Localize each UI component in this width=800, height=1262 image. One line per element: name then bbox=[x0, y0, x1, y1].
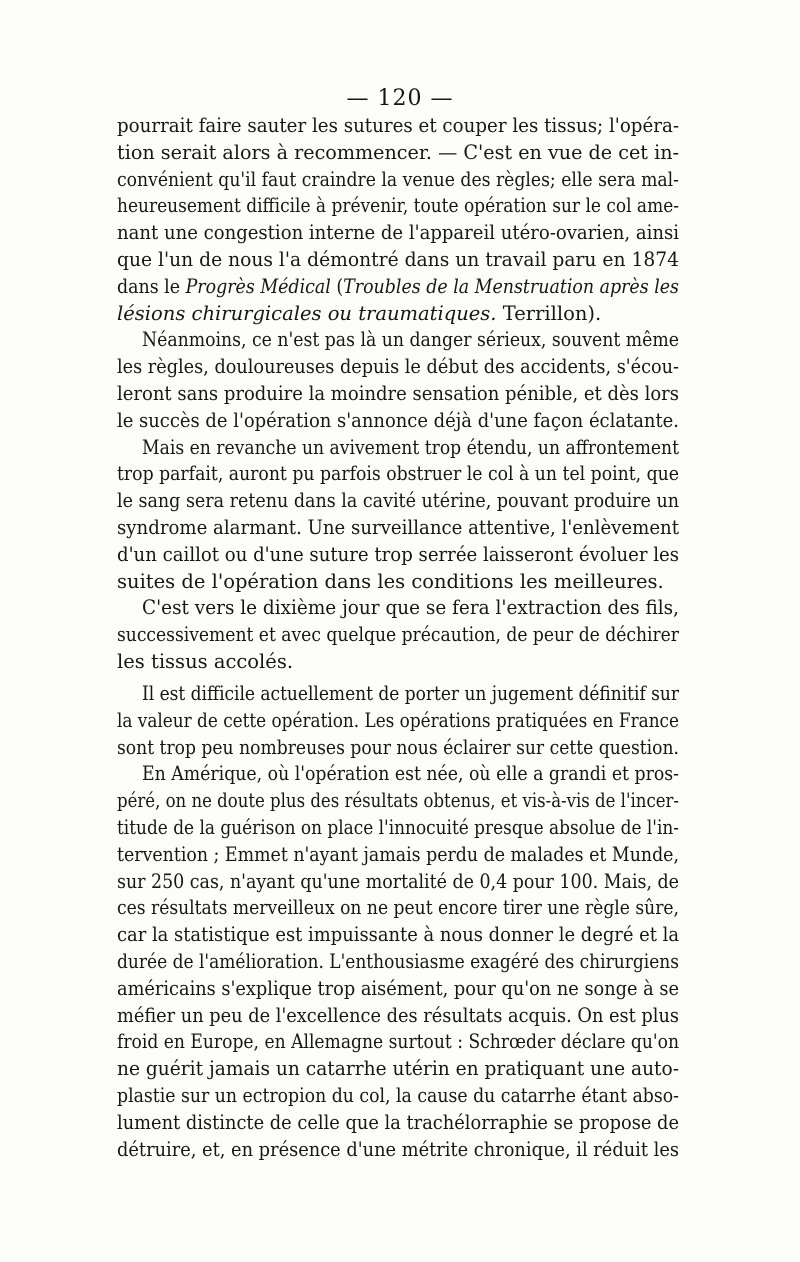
text-line: leront sans produire la moindre sensation pénible, et dès lors bbox=[117, 381, 679, 405]
text-line bbox=[117, 274, 679, 301]
text-line: Néanmoins, ce n'est pas là un danger sérieux, souvent même bbox=[142, 328, 679, 352]
text-line: convénient qu'il faut craindre la venue des règles; elle sera mal- bbox=[117, 167, 679, 191]
text-line: tion serait alors à recommencer. — C'est en vue de cet in- bbox=[117, 140, 679, 164]
text-line: trop parfait, auront pu parfois obstruer le col à un tel point, que bbox=[117, 462, 679, 486]
text-line: plastie sur un ectropion du col, la cause du catarrhe étant abso- bbox=[117, 1083, 679, 1107]
text-line: ne guérit jamais un catarrhe utérin en pratiquant une auto- bbox=[117, 1057, 679, 1081]
text-line bbox=[117, 301, 679, 328]
text-line: que l'un de nous l'a démontré dans un travail paru en 1874 bbox=[117, 247, 679, 271]
text-block-lower bbox=[117, 681, 679, 1163]
text-line: C'est vers le dixième jour que se fera l'extraction des fils, bbox=[142, 596, 679, 620]
text-line: américains s'explique trop aisément, pour qu'on ne songe à se bbox=[117, 976, 679, 1000]
text-block-upper bbox=[117, 113, 679, 676]
italic-article-title: Troubles de la Menstruation après les bbox=[343, 274, 679, 298]
text-run: ( bbox=[330, 274, 344, 298]
text-line: péré, on ne doute plus des résultats obtenus, et vis-à-vis de l'incer- bbox=[117, 789, 679, 813]
text-line: pourrait faire sauter les sutures et couper les tissus; l'opéra- bbox=[117, 114, 679, 137]
text-line: suites de l'opération dans les conditions les meilleures. bbox=[117, 569, 664, 593]
text-line: méfier un peu de l'excellence des résultats acquis. On est plus bbox=[117, 1003, 679, 1027]
italic-journal-title: Progrès Médical bbox=[185, 274, 331, 298]
text-line: les tissus accolés. bbox=[117, 649, 294, 673]
text-line: sur 250 cas, n'ayant qu'une mortalité de 0,4 pour 100. Mais, de bbox=[117, 869, 679, 893]
text-line: la valeur de cette opération. Les opérations pratiquées en France bbox=[117, 708, 679, 732]
text-run: Terrillon). bbox=[496, 301, 602, 325]
text-line: le succès de l'opération s'annonce déjà d'une façon éclatante. bbox=[117, 408, 679, 432]
text-line: détruire, et, en présence d'une métrite chronique, il réduit les bbox=[117, 1137, 679, 1161]
text-line: nant une congestion interne de l'appareil utéro-ovarien, ainsi bbox=[117, 221, 679, 245]
italic-article-title: lésions chirurgicales ou traumatiques. bbox=[117, 301, 497, 325]
text-line: Il est difficile actuellement de porter un jugement définitif sur bbox=[142, 682, 679, 705]
text-line: successivement et avec quelque précaution, de peur de déchirer bbox=[117, 623, 679, 647]
text-line: titude de la guérison on place l'innocuité presque absolue de l'in- bbox=[117, 815, 679, 839]
text-line: lument distincte de celle que la trachélorraphie se propose de bbox=[117, 1110, 679, 1134]
text-line: d'un caillot ou d'une suture trop serrée laisseront évoluer les bbox=[117, 542, 679, 566]
text-run: dans le bbox=[117, 274, 186, 298]
text-line: le sang sera retenu dans la cavité utérine, pouvant produire un bbox=[117, 489, 679, 513]
text-line: sont trop peu nombreuses pour nous éclairer sur cette question. bbox=[117, 735, 679, 759]
text-line: tervention ; Emmet n'ayant jamais perdu de malades et Munde, bbox=[117, 842, 679, 866]
text-line: ces résultats merveilleux on ne peut encore tirer une règle sûre, bbox=[117, 896, 679, 920]
text-line: les règles, douloureuses depuis le début des accidents, s'écou- bbox=[117, 355, 679, 379]
page-number: — 120 — bbox=[346, 86, 454, 111]
text-line: froid en Europe, en Allemagne surtout : Schrœder déclare qu'on bbox=[117, 1030, 679, 1054]
text-line: car la statistique est impuissante à nous donner le degré et la bbox=[117, 923, 679, 947]
text-line: Mais en revanche un avivement trop étendu, un affrontement bbox=[142, 435, 679, 459]
text-line: heureusement difficile à prévenir, toute opération sur le col ame- bbox=[117, 194, 679, 218]
text-line: En Amérique, où l'opération est née, où elle a grandi et pros- bbox=[142, 762, 679, 786]
text-line: durée de l'amélioration. L'enthousiasme exagéré des chirurgiens bbox=[117, 949, 679, 973]
text-line: syndrome alarmant. Une surveillance attentive, l'enlèvement bbox=[117, 515, 679, 539]
